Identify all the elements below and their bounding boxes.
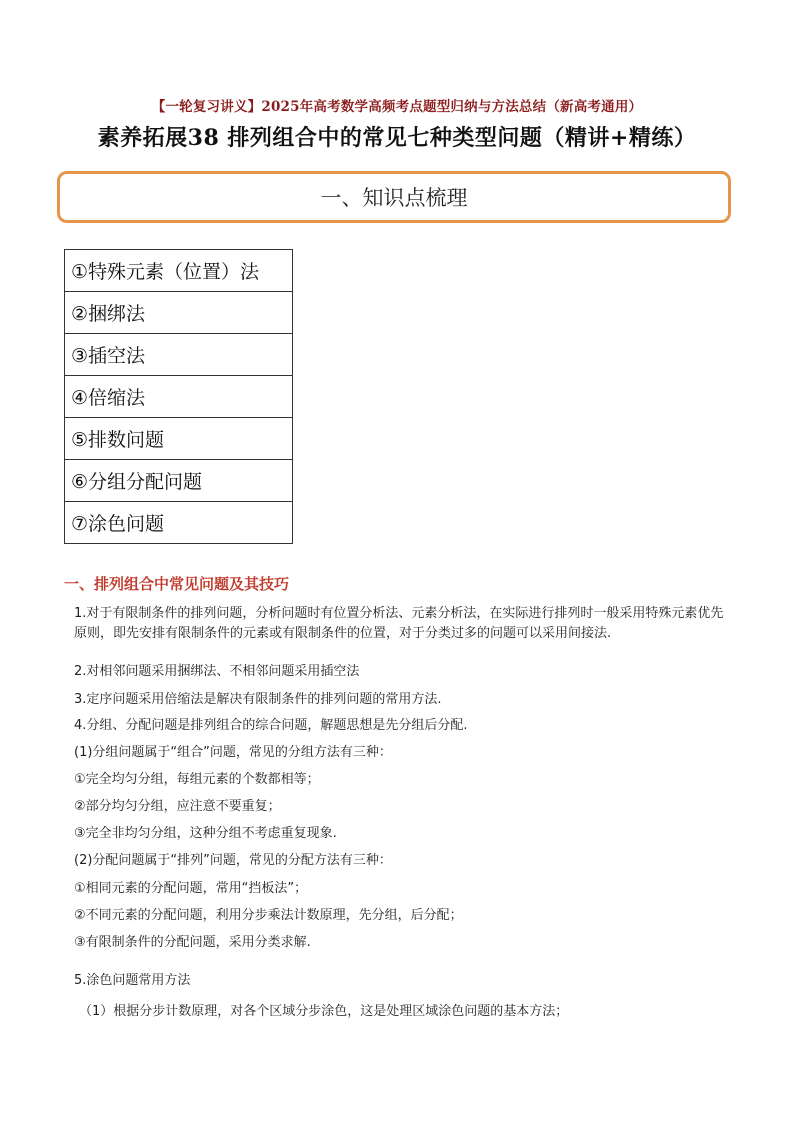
table-row bbox=[65, 292, 293, 334]
method-cell: ⑦涂色问题 bbox=[65, 502, 293, 544]
method-cell: ⑤排数问题 bbox=[65, 418, 293, 460]
paragraph-5: (1)分组问题属于“组合”问题，常见的分组方法有三种： bbox=[74, 745, 392, 760]
paragraph-12: ③有限制条件的分配问题，采用分类求解. bbox=[74, 935, 311, 950]
paragraph-13: 5.涂色问题常用方法 bbox=[74, 973, 191, 988]
paragraph-2: 2.对相邻问题采用捆绑法、不相邻问题采用插空法 bbox=[74, 664, 360, 679]
paragraph-7: ②部分均匀分组，应注意不要重复； bbox=[74, 799, 281, 814]
paragraph-1: 1.对于有限制条件的排列问题，分析问题时有位置分析法、元素分析法，在实际进行排列时一般采用特殊元素优先原则，即先安排有限制条件的元素或有限制条件的位置，对于分类过多的问题可以采用间接法. bbox=[74, 606, 724, 641]
paragraph-10: ①相同元素的分配问题，常用“挡板法”； bbox=[74, 881, 308, 896]
paragraph-3: 3.定序问题采用倍缩法是解决有限制条件的排列问题的常用方法. bbox=[74, 692, 442, 707]
section-heading: 一、知识点梳理 bbox=[320, 186, 468, 210]
method-cell: ⑥分组分配问题 bbox=[65, 460, 293, 502]
method-cell: ③插空法 bbox=[65, 334, 293, 376]
method-cell: ④倍缩法 bbox=[65, 376, 293, 418]
method-cell: ②捆绑法 bbox=[65, 292, 293, 334]
table-row bbox=[65, 460, 293, 502]
table-row bbox=[65, 334, 293, 376]
paragraph-14: （1）根据分步计数原理，对各个区域分步涂色，这是处理区域涂色问题的基本方法； bbox=[79, 1004, 569, 1019]
paragraph-6: ①完全均匀分组，每组元素的个数都相等； bbox=[74, 772, 320, 787]
page-title: 素养拓展38 排列组合中的常见七种类型问题（精讲+精练） bbox=[97, 125, 697, 151]
method-cell: ①特殊元素（位置）法 bbox=[65, 250, 293, 292]
content-heading: 一、排列组合中常见问题及其技巧 bbox=[64, 575, 290, 593]
paragraph-4: 4.分组、分配问题是排列组合的综合问题，解题思想是先分组后分配. bbox=[74, 718, 468, 733]
paragraph-11: ②不同元素的分配问题，利用分步乘法计数原理，先分组，后分配； bbox=[74, 908, 463, 923]
table-row bbox=[65, 250, 293, 292]
series-title: 【一轮复习讲义】2025年高考数学高频考点题型归纳与方法总结（新高考通用） bbox=[151, 99, 643, 115]
paragraph-9: (2)分配问题属于“排列”问题，常见的分配方法有三种： bbox=[74, 853, 392, 868]
table-row bbox=[65, 376, 293, 418]
table-row bbox=[65, 502, 293, 544]
paragraph-8: ③完全非均匀分组，这种分组不考虑重复现象. bbox=[74, 826, 337, 841]
table-row bbox=[65, 418, 293, 460]
section-heading-box bbox=[57, 171, 731, 223]
methods-table bbox=[64, 249, 293, 544]
